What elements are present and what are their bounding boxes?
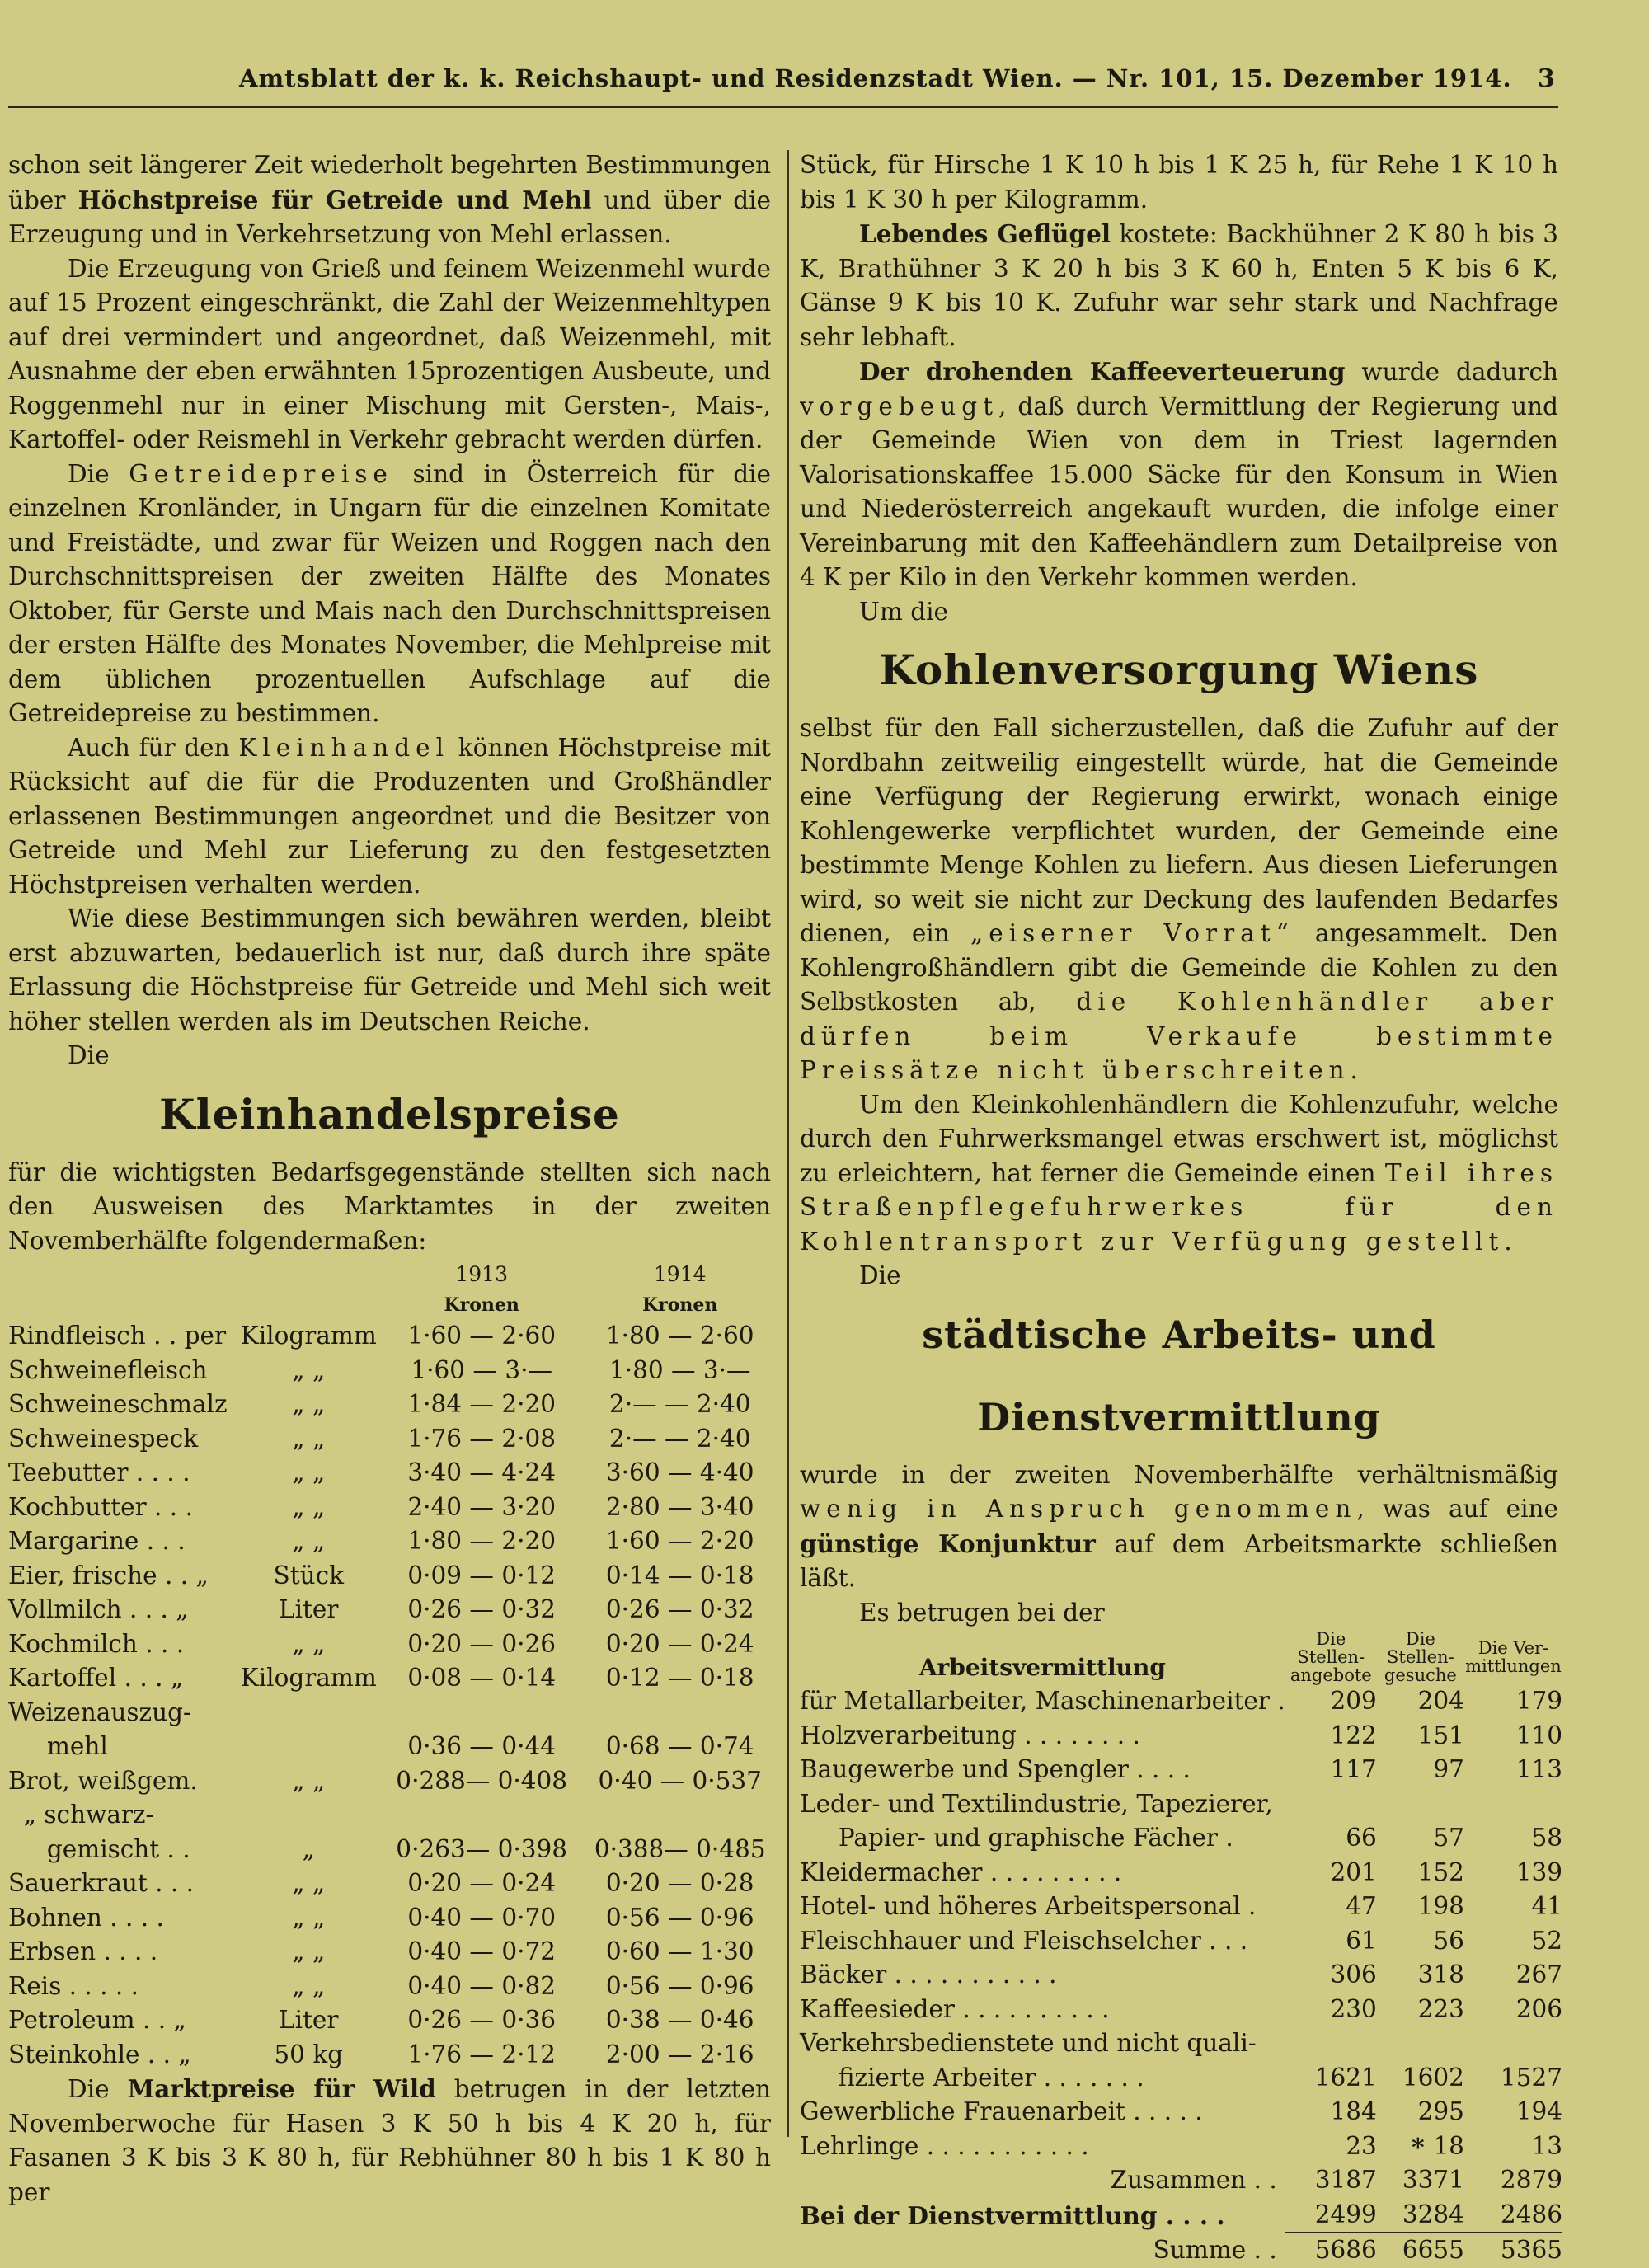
sum-value: 6655 xyxy=(1377,2233,1464,2268)
emphasis: Lebendes Geflügel xyxy=(859,219,1111,248)
price-1914: 0·12 — 0·18 xyxy=(605,1664,754,1692)
placements-value xyxy=(1464,2026,1562,2061)
currency-header: Kronen xyxy=(642,1294,718,1316)
price-1914: 0·38 — 0·46 xyxy=(605,2006,754,2034)
table-section-title: Arbeitsvermittlung xyxy=(918,1653,1166,1681)
price-row xyxy=(8,1901,779,1936)
requests-value: 204 xyxy=(1417,1687,1464,1715)
offers-value: 230 xyxy=(1330,1994,1377,2023)
employment-category: Kleidermacher . . . . . . . . . xyxy=(800,1857,1122,1886)
price-1914: 0·20 — 0·28 xyxy=(605,1869,754,1897)
price-1914: 2·80 — 3·40 xyxy=(605,1492,754,1521)
price-1914: 0·68 — 0·74 xyxy=(605,1732,754,1760)
price-1913: 1·60 — 3·— xyxy=(411,1355,552,1384)
employment-category: Baugewerbe und Spengler . . . . xyxy=(800,1755,1191,1783)
offers-value xyxy=(1285,2026,1377,2061)
price-item: Eier, frische . . „ xyxy=(8,1561,209,1589)
left-column xyxy=(8,148,771,2209)
paragraph: Die Marktpreise für Wild betrugen in der letzten Novemberwoche für Hasen 3 K 50 h bis 4 K 20 h, für Fasanen 3 K bis 3 K 80 h, für Rebhühner 80 h bis 1 K 80 h per xyxy=(8,2074,771,2206)
employment-row xyxy=(800,1821,1562,1856)
price-unit: „ „ xyxy=(292,1869,326,1897)
employment-category: Fleischhauer und Fleischselcher . . . xyxy=(800,1926,1248,1955)
requests-value: 56 xyxy=(1433,1926,1464,1955)
price-row xyxy=(8,1970,779,2004)
price-row xyxy=(8,1627,779,1662)
price-1914: 0·26 — 0·32 xyxy=(605,1595,754,1623)
price-row xyxy=(8,1867,779,1901)
placements-value: 58 xyxy=(1531,1824,1562,1852)
price-1914: 2·— — 2·40 xyxy=(608,1424,751,1453)
price-item: Brot, weißgem. xyxy=(8,1766,198,1795)
price-unit xyxy=(235,1798,383,1833)
price-unit: „ „ xyxy=(292,1458,326,1486)
placements-value xyxy=(1464,1787,1562,1822)
paragraph: selbst für den Fall sicherzustellen, daß die Zufuhr auf der Nordbahn zeitweilig eingestellt würde, hat die Gemeinde eine Verfügung der Regierung erwirkt, wonach einige Kohlengewerke verpflichtet wurden, der Gemeinde eine bestimmte Menge Kohlen zu liefern. Aus diesen Lieferungen wird, so weit sie nicht zur Deckung des laufenden Bedarfes dienen, ein „eiserner Vorrat“ angesammelt. Den Kohlengroßhändlern gibt die Gemeinde die Kohlen zu den Selbstkosten ab, die Kohlenhändler aber dürfen beim Verkaufe bestimmte Preissätze nicht überschreiten. xyxy=(800,714,1558,1084)
price-row xyxy=(8,1935,779,1970)
price-1913: 0·288— 0·408 xyxy=(396,1766,568,1795)
footnote-mark: * xyxy=(1412,2134,1425,2162)
service-value: 2486 xyxy=(1500,2200,1562,2228)
price-item: Schweineschmalz xyxy=(8,1390,228,1418)
price-1914: 0·56 — 0·96 xyxy=(605,1903,754,1932)
price-item: Steinkohle . . „ xyxy=(8,2040,191,2068)
price-1913: 0·26 — 0·32 xyxy=(407,1595,556,1623)
price-unit: „ „ xyxy=(292,1492,326,1521)
requests-value: 198 xyxy=(1417,1892,1464,1920)
price-unit: „ „ xyxy=(292,1971,326,2000)
requests-value: 318 xyxy=(1417,1960,1464,1989)
employment-category: für Metallarbeiter, Maschinenarbeiter . xyxy=(800,1687,1285,1715)
emphasis: Marktpreise für Wild xyxy=(127,2074,436,2103)
sum-value: 5686 xyxy=(1285,2233,1377,2268)
price-unit: „ „ xyxy=(292,1629,326,1658)
column-divider xyxy=(787,150,789,2137)
price-1913: 1·80 — 2·20 xyxy=(407,1527,556,1555)
price-1914 xyxy=(580,1696,779,1730)
paragraph: Auch für den Kleinhandel können Höchstpreise mit Rücksicht auf die für die Produzenten und Großhändler erlassenen Bestimmungen angeordnet und die Besitzer von Getreide und Mehl zur Lieferung zu den festgesetzten Höchstpreisen verhalten werden. xyxy=(8,733,771,899)
offers-value: 122 xyxy=(1330,1721,1377,1749)
spaced-emphasis: „eiserner Vorrat“ xyxy=(970,919,1294,947)
employment-row xyxy=(800,1993,1562,2027)
price-unit: 50 kg xyxy=(274,2040,344,2068)
placements-value: 194 xyxy=(1515,2097,1562,2125)
price-1913: 0·40 — 0·72 xyxy=(407,1937,556,1965)
placements-value: 52 xyxy=(1531,1926,1562,1955)
requests-value xyxy=(1377,1787,1464,1822)
price-1913: 2·40 — 3·20 xyxy=(407,1492,556,1521)
price-1914: 1·60 — 2·20 xyxy=(605,1527,754,1555)
requests-value: 295 xyxy=(1417,2097,1464,2125)
spaced-emphasis: vorgebeugt xyxy=(800,392,998,420)
price-1914: 3·60 — 4·40 xyxy=(605,1458,754,1486)
price-1913 xyxy=(383,1696,581,1730)
spaced-emphasis: Teil ihres Straßenpflegefuhrwerkes für den Kohlentransport zur Verfügung gestellt. xyxy=(800,1158,1558,1256)
price-unit: Stück xyxy=(273,1561,344,1589)
price-item: Bohnen . . . . xyxy=(8,1903,164,1932)
price-row xyxy=(8,1456,779,1491)
employment-row xyxy=(800,2061,1562,2096)
requests-value: 97 xyxy=(1433,1755,1464,1783)
price-item: Sauerkraut . . . xyxy=(8,1869,195,1897)
price-table-header xyxy=(8,1258,779,1291)
price-1913: 0·20 — 0·24 xyxy=(407,1869,556,1897)
employment-row xyxy=(800,2026,1562,2061)
price-row xyxy=(8,2038,779,2073)
employment-row xyxy=(800,1753,1562,1787)
price-row xyxy=(8,1661,779,1696)
sum-row xyxy=(800,2233,1562,2268)
employment-row xyxy=(800,1787,1562,1822)
employment-row xyxy=(800,1719,1562,1754)
employment-row xyxy=(800,1958,1562,1993)
price-unit: „ „ xyxy=(292,1390,326,1418)
price-1914: 1·80 — 3·— xyxy=(608,1355,751,1384)
service-value: 3284 xyxy=(1402,2200,1464,2228)
requests-value xyxy=(1377,2026,1464,2061)
employment-category: Leder- und Textilindustrie, Tapezierer, xyxy=(800,1789,1273,1818)
offers-value: 184 xyxy=(1330,2097,1377,2125)
price-item: gemischt . . xyxy=(8,1834,190,1863)
employment-category: Papier- und graphische Fächer . xyxy=(800,1824,1233,1852)
placements-value: 41 xyxy=(1531,1892,1562,1920)
paragraph: Die xyxy=(68,1041,110,1069)
header-rule xyxy=(8,106,1558,108)
price-row xyxy=(8,1354,779,1388)
price-rows xyxy=(8,1319,779,2072)
paragraph: wurde in der zweiten Novemberhälfte verhältnismäßig wenig in Anspruch genommen, was auf eine günstige Konjunktur auf dem Arbeitsmarkte schließen läßt. xyxy=(800,1460,1559,1592)
price-table-unit-row xyxy=(8,1291,779,1319)
column-header: Die Stellen-gesuche xyxy=(1384,1629,1457,1685)
total-row xyxy=(800,2163,1562,2198)
price-row xyxy=(8,1559,779,1594)
price-unit: Liter xyxy=(279,1595,339,1623)
price-row xyxy=(8,1593,779,1627)
header-title: Amtsblatt der k. k. Reichshaupt- und Residenzstadt Wien. — Nr. 101, 15. Dezember 1914. xyxy=(239,64,1512,92)
column-header: Die Stellen-angebote xyxy=(1290,1629,1372,1685)
spaced-emphasis: die Kohlenhändler aber dürfen beim Verkaufe bestimmte Preissätze nicht überschreiten. xyxy=(800,988,1558,1084)
price-row xyxy=(8,1764,779,1799)
price-1914: 0·14 — 0·18 xyxy=(605,1561,754,1589)
placements-value: 206 xyxy=(1515,1994,1562,2023)
price-item: mehl xyxy=(8,1732,108,1760)
price-unit xyxy=(235,1730,383,1764)
price-1913: 0·26 — 0·36 xyxy=(407,2006,556,2034)
employment-row xyxy=(800,1890,1562,1924)
spaced-emphasis: Kleinhandel xyxy=(238,733,450,762)
placements-value: 139 xyxy=(1515,1857,1562,1886)
employment-table-header xyxy=(800,1630,1562,1684)
section-heading: Kohlenversorgung Wiens xyxy=(879,646,1479,694)
price-unit: „ „ xyxy=(292,1937,326,1965)
price-item: Teebutter . . . . xyxy=(8,1458,190,1486)
right-column xyxy=(800,148,1562,2268)
service-value: 2499 xyxy=(1314,2200,1377,2228)
placements-value: 267 xyxy=(1515,1960,1562,1989)
price-item: Kartoffel . . . „ xyxy=(8,1664,184,1692)
total-value: 3371 xyxy=(1402,2166,1464,2194)
employment-table xyxy=(800,1630,1562,2268)
emphasis: Der drohenden Kaffeeverteuerung xyxy=(859,357,1346,386)
price-item: Schweinefleisch xyxy=(8,1355,208,1384)
paragraph: Die Getreidepreise sind in Österreich für die einzelnen Kronländer, in Ungarn für die einzelnen Komitate und Freistädte, und zwar für Weizen und Roggen nach den Durchschnittspreisen der zweiten Hälfte des Monates Oktober, für Gerste und Mais nach den Durchschnittspreisen der ersten Hälfte des Monates November, die Mehlpreise mit dem üblichen prozentuellen Aufschlage auf die Getreidepreise zu bestimmen. xyxy=(8,459,772,727)
requests-value: 152 xyxy=(1417,1857,1464,1886)
employment-category: Bäcker . . . . . . . . . . . xyxy=(800,1960,1057,1989)
price-1913: 1·76 — 2·12 xyxy=(407,2040,556,2068)
employment-category: Verkehrsbedienstete und nicht quali- xyxy=(800,2029,1257,2057)
placements-value: 110 xyxy=(1515,1721,1562,1749)
price-unit xyxy=(235,1696,383,1730)
total-label: Zusammen . . xyxy=(1110,2166,1277,2194)
employment-category: Kaffeesieder . . . . . . . . . . xyxy=(800,1994,1110,2023)
price-unit: „ „ xyxy=(292,1903,326,1932)
price-item: „ schwarz- xyxy=(8,1801,154,1829)
page-header xyxy=(0,64,1649,106)
currency-header: Kronen xyxy=(444,1294,519,1316)
price-item: Margarine . . . xyxy=(8,1527,186,1555)
price-row xyxy=(8,1798,779,1833)
offers-value: 1621 xyxy=(1314,2063,1377,2092)
employment-category: Lehrlinge . . . . . . . . . . . xyxy=(800,2131,1089,2160)
price-1914: 0·60 — 1·30 xyxy=(605,1937,754,1965)
price-1913: 1·84 — 2·20 xyxy=(407,1390,556,1418)
price-1913: 0·20 — 0·26 xyxy=(407,1629,556,1658)
paragraph: Wie diese Bestimmungen sich bewähren werden, bleibt erst abzuwarten, bedauerlich ist nur, daß durch ihre späte Erlassung die Höchstpreise für Getreide und Mehl sich weit höher stellen werden als im Deutschen Reiche. xyxy=(8,904,771,1035)
price-1913: 1·60 — 2·60 xyxy=(407,1322,556,1350)
price-1914: 2·00 — 2·16 xyxy=(605,2040,754,2068)
placements-value: 113 xyxy=(1515,1755,1562,1783)
paragraph: Um den Kleinkohlenhändlern die Kohlenzufuhr, welche durch den Fuhrwerksmangel etwas erschwert ist, möglichst zu erleichtern, hat ferner die Gemeinde einen Teil ihres Straßenpflegefuhrwerkes für den Kohlentransport zur Verfügung gestellt. xyxy=(800,1090,1558,1256)
placements-value: 1527 xyxy=(1500,2063,1562,2092)
paragraph: Um die xyxy=(859,597,948,626)
employment-row xyxy=(800,1856,1562,1890)
section-heading: städtische Arbeits- und Dienstvermittlung xyxy=(922,1312,1436,1439)
offers-value: 306 xyxy=(1330,1960,1377,1989)
employment-row xyxy=(800,1924,1562,1959)
employment-row xyxy=(800,2129,1562,2164)
offers-value: 66 xyxy=(1346,1824,1377,1852)
price-item: Rindfleisch . . per xyxy=(8,1322,227,1350)
price-row xyxy=(8,2003,779,2038)
price-item: Weizenauszug- xyxy=(8,1697,191,1726)
price-row xyxy=(8,1730,779,1764)
price-1913: 0·40 — 0·82 xyxy=(407,1971,556,2000)
paragraph: Es betrugen bei der xyxy=(859,1598,1105,1627)
employment-row xyxy=(800,2095,1562,2129)
year-1913-header: 1913 xyxy=(455,1262,508,1286)
price-unit: Liter xyxy=(279,2006,339,2034)
price-1913: 0·263— 0·398 xyxy=(396,1834,568,1863)
paragraph: Lebendes Geflügel kostete: Backhühner 2 K 80 h bis 3 K, Brathühner 3 K 20 h bis 3 K 60 h, Enten 5 K bis 6 K, Gänse 9 K bis 10 K. Zufuhr war sehr stark und Nachfrage sehr lebhaft. xyxy=(800,219,1558,351)
employment-category: Hotel- und höheres Arbeitspersonal . xyxy=(800,1892,1257,1920)
page-number: 3 xyxy=(1538,64,1555,93)
price-1913: 1·76 — 2·08 xyxy=(407,1424,556,1453)
price-row xyxy=(8,1319,779,1354)
total-value: 3187 xyxy=(1314,2166,1377,2194)
price-item: Kochbutter . . . xyxy=(8,1492,193,1521)
placements-value: 179 xyxy=(1515,1687,1562,1715)
paragraph: Die Erzeugung von Grieß und feinem Weizenmehl wurde auf 15 Prozent eingeschränkt, die Zahl der Weizenmehltypen auf drei vermindert und angeordnet, daß Weizenmehl, mit Ausnahme der eben erwähnten 15prozentigen Ausbeute, und Roggenmehl nur in einer Mischung mit Gersten-, Mais-, Kartoffel- oder Reismehl in Verkehr gebracht werden dürfen. xyxy=(8,254,771,453)
emphasis: Höchstpreise für Getreide und Mehl xyxy=(78,185,592,214)
sum-label: Summe . . xyxy=(1153,2236,1277,2264)
offers-value: 117 xyxy=(1330,1755,1377,1783)
price-unit: Kilogramm xyxy=(240,1322,377,1350)
price-row xyxy=(8,1696,779,1730)
price-unit: „ „ xyxy=(292,1527,326,1555)
offers-value: 209 xyxy=(1330,1687,1377,1715)
price-1913: 0·40 — 0·70 xyxy=(407,1903,556,1932)
price-unit: Kilogramm xyxy=(240,1664,377,1692)
service-label: Bei der Dienstvermittlung . . . . xyxy=(800,2200,1225,2230)
price-1914: 0·388— 0·485 xyxy=(594,1834,766,1863)
price-unit: „ „ xyxy=(292,1355,326,1384)
offers-value: 23 xyxy=(1346,2131,1377,2160)
price-unit: „ „ xyxy=(292,1424,326,1453)
price-1914: 0·20 — 0·24 xyxy=(605,1629,754,1658)
spaced-emphasis: wenig in Anspruch genommen xyxy=(800,1495,1357,1523)
requests-value: 57 xyxy=(1433,1824,1464,1852)
employment-category: Gewerbliche Frauenarbeit . . . . . xyxy=(800,2097,1203,2125)
price-1913: 0·09 — 0·12 xyxy=(407,1561,556,1589)
spaced-emphasis: Getreidepreise xyxy=(129,459,393,488)
service-row xyxy=(800,2198,1562,2233)
requests-value: 223 xyxy=(1417,1994,1464,2023)
price-1914: 0·56 — 0·96 xyxy=(605,1971,754,2000)
year-1914-header: 1914 xyxy=(653,1262,707,1286)
offers-value xyxy=(1285,1787,1377,1822)
emphasis: günstige Konjunktur xyxy=(800,1528,1096,1558)
employment-category: fizierte Arbeiter . . . . . . . xyxy=(800,2063,1144,2092)
price-row xyxy=(8,1524,779,1559)
price-1913 xyxy=(383,1798,581,1833)
price-row xyxy=(8,1491,779,1525)
price-item: Schweinespeck xyxy=(8,1424,199,1453)
price-1914 xyxy=(580,1798,779,1833)
paragraph: für die wichtigsten Bedarfsgegenstände stellten sich nach den Ausweisen des Marktamtes in der zweiten Novemberhälfte folgendermaßen: xyxy=(8,1157,771,1255)
sum-value: 5365 xyxy=(1464,2233,1562,2268)
price-1914: 1·80 — 2·60 xyxy=(605,1322,754,1350)
offers-value: 47 xyxy=(1346,1892,1377,1920)
requests-value: 18 xyxy=(1433,2131,1464,2160)
price-1913: 0·36 — 0·44 xyxy=(407,1732,556,1760)
paragraph: schon seit längerer Zeit wiederholt begehrten Bestimmungen über Höchstpreise für Getreide und Mehl und über die Erzeugung und in Verkehrsetzung von Mehl erlassen. xyxy=(8,151,772,248)
price-table xyxy=(8,1258,779,2072)
price-1913: 0·08 — 0·14 xyxy=(407,1664,556,1692)
section-heading: Kleinhandelspreise xyxy=(159,1089,620,1139)
price-1914: 0·40 — 0·537 xyxy=(598,1766,762,1795)
employment-rows xyxy=(800,1684,1562,2163)
column-header: Die Ver-mittlungen xyxy=(1465,1638,1562,1676)
price-item: Petroleum . . „ xyxy=(8,2006,186,2034)
total-value: 2879 xyxy=(1500,2166,1562,2194)
employment-category: Holzverarbeitung . . . . . . . . xyxy=(800,1721,1140,1749)
price-1914: 2·— — 2·40 xyxy=(608,1390,751,1418)
price-unit: „ xyxy=(302,1834,315,1863)
requests-value: 1602 xyxy=(1402,2063,1464,2092)
paragraph: Stück, für Hirsche 1 K 10 h bis 1 K 25 h, für Rehe 1 K 10 h bis 1 K 30 h per Kilogramm. xyxy=(800,151,1558,214)
paragraph: Der drohenden Kaffeeverteuerung wurde dadurch vorgebeugt, daß durch Vermittlung der Regierung und der Gemeinde Wien von dem in Triest lagernden Valorisationskaffee 15.000 Säcke für den Konsum in Wien und Niederösterreich angekauft wurden, die infolge einer Vereinbarung mit den Kaffeehändlern zum Detailpreise von 4 K per Kilo in den Verkehr kommen werden. xyxy=(800,357,1558,591)
price-item: Kochmilch . . . xyxy=(8,1629,185,1658)
requests-value: 151 xyxy=(1417,1721,1464,1749)
price-item: Reis . . . . . xyxy=(8,1971,139,2000)
placements-value: 13 xyxy=(1531,2131,1562,2160)
price-row xyxy=(8,1388,779,1422)
price-item: Erbsen . . . . xyxy=(8,1937,158,1965)
price-row xyxy=(8,1833,779,1867)
offers-value: 201 xyxy=(1330,1857,1377,1886)
price-row xyxy=(8,1422,779,1457)
price-item: Vollmilch . . . „ xyxy=(8,1595,189,1623)
paragraph: Die xyxy=(859,1261,901,1289)
offers-value: 61 xyxy=(1346,1926,1377,1955)
price-1913: 3·40 — 4·24 xyxy=(407,1458,556,1486)
price-unit: „ „ xyxy=(292,1766,326,1795)
employment-row xyxy=(800,1684,1562,1719)
